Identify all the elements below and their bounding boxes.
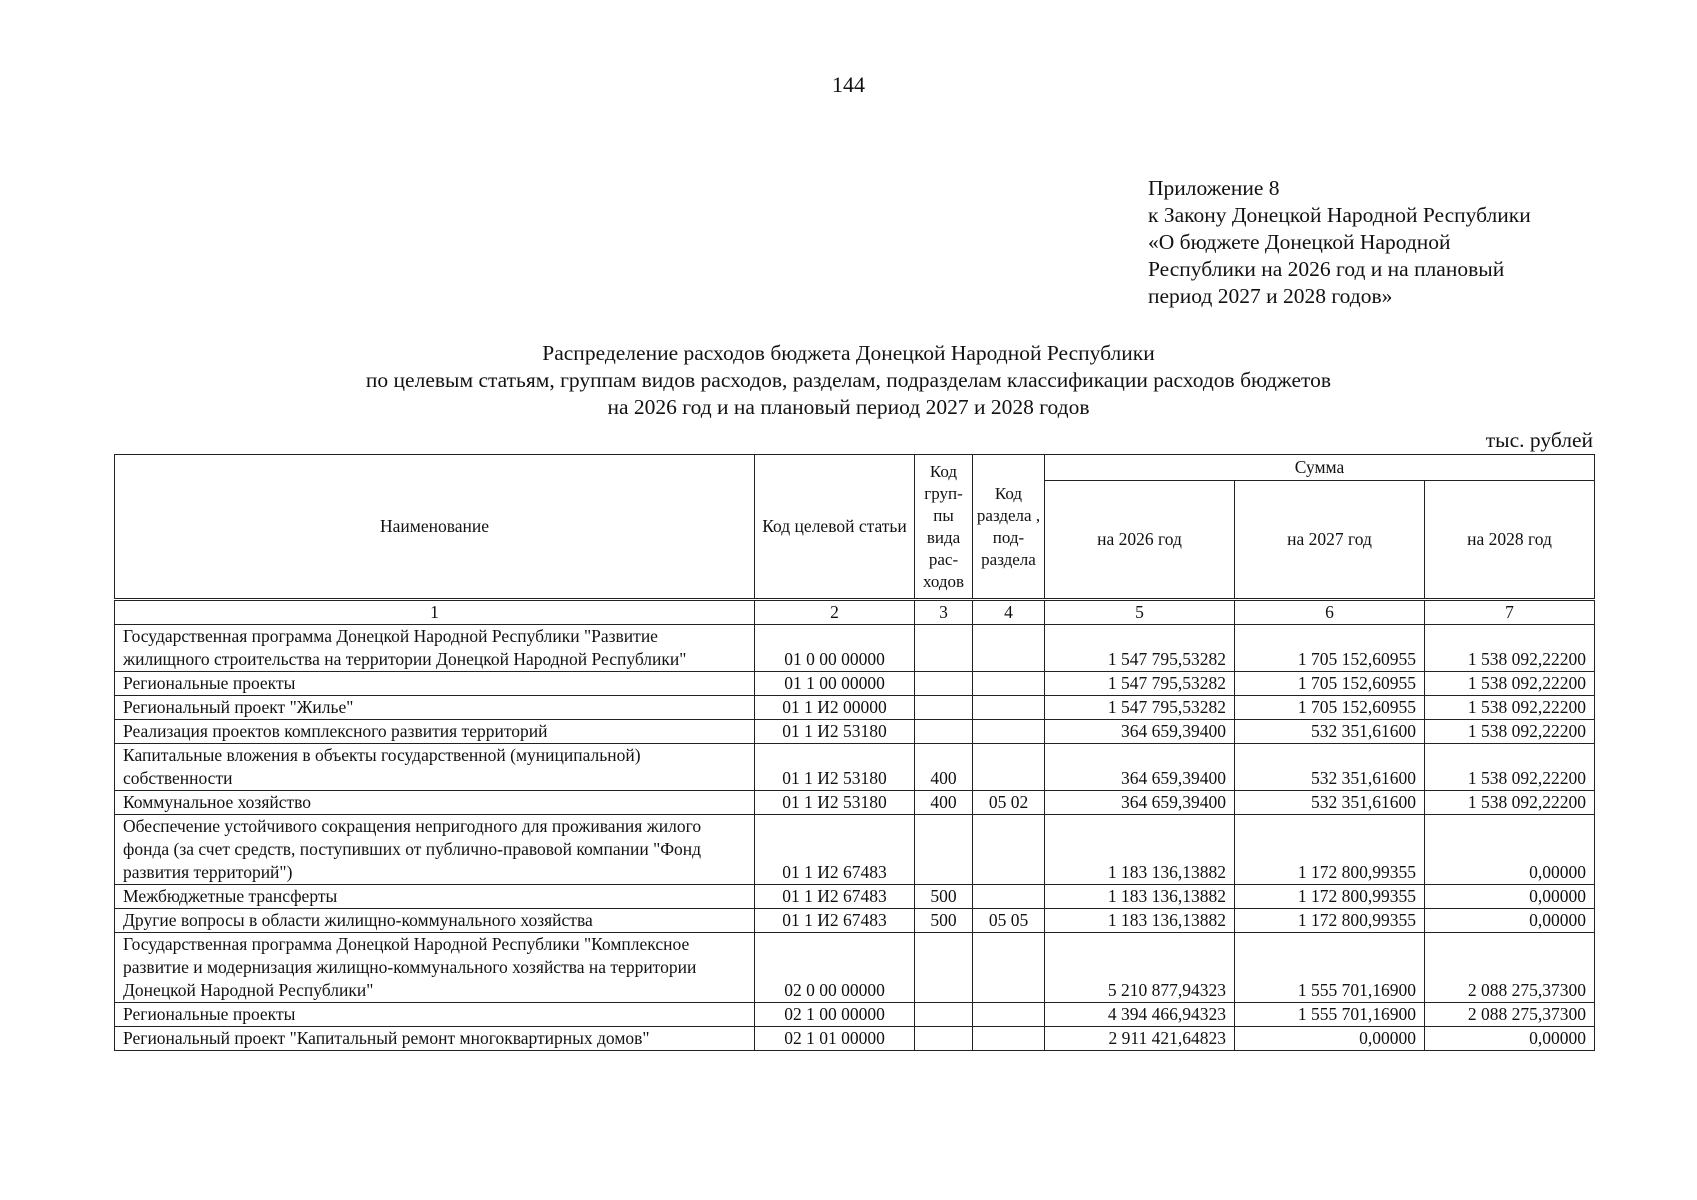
row-group-code: 400 — [915, 791, 973, 815]
title-line: по целевым статьям, группам видов расходов, разделам, подразделам классификации расходов бюджетов — [365, 368, 1332, 392]
row-sum-2028: 1 538 092,22200 — [1425, 672, 1595, 696]
row-section-code — [973, 625, 1045, 672]
row-group-code — [915, 672, 973, 696]
row-sum-2026: 1 547 795,53282 — [1045, 672, 1235, 696]
row-target-code: 02 1 01 00000 — [755, 1027, 915, 1051]
row-name: Другие вопросы в области жилищно-коммунального хозяйства — [115, 909, 755, 933]
row-name: Межбюджетные трансферты — [115, 885, 755, 909]
row-name: Государственная программа Донецкой Народной Республики "Развитие жилищного строительства на территории Донецкой Народной Республики" — [115, 625, 755, 672]
row-target-code: 01 1 00 00000 — [755, 672, 915, 696]
row-sum-2027: 1 705 152,60955 — [1235, 625, 1425, 672]
row-sum-2027: 1 555 701,16900 — [1235, 1003, 1425, 1027]
row-sum-2026: 2 911 421,64823 — [1045, 1027, 1235, 1051]
row-sum-2027: 532 351,61600 — [1235, 791, 1425, 815]
row-name: Коммунальное хозяйство — [115, 791, 755, 815]
row-group-code — [915, 1003, 973, 1027]
table-header — [115, 455, 1595, 600]
row-sum-2027: 1 172 800,99355 — [1235, 815, 1425, 885]
row-sum-2028: 2 088 275,37300 — [1425, 933, 1595, 1003]
row-target-code: 01 1 И2 67483 — [755, 885, 915, 909]
header-year-2026: на 2026 год — [1045, 481, 1235, 600]
row-section-code: 05 05 — [973, 909, 1045, 933]
column-number: 5 — [1045, 600, 1235, 625]
row-sum-2026: 364 659,39400 — [1045, 791, 1235, 815]
row-group-code — [915, 815, 973, 885]
header-group-code: Код груп-пы вида рас-ходов — [915, 455, 973, 600]
row-sum-2027: 0,00000 — [1235, 1027, 1425, 1051]
row-name: Обеспечение устойчивого сокращения непригодного для проживания жилого фонда (за счет средств, поступивших от публично-правовой компании "Фонд развития территорий") — [115, 815, 755, 885]
row-sum-2026: 1 183 136,13882 — [1045, 815, 1235, 885]
column-number: 2 — [755, 600, 915, 625]
table-row — [115, 1003, 1595, 1027]
document-title — [0, 340, 1697, 421]
appendix-reference — [1148, 175, 1531, 310]
row-group-code — [915, 720, 973, 744]
table-row — [115, 625, 1595, 672]
row-name: Реализация проектов комплексного развития территорий — [115, 720, 755, 744]
row-section-code — [973, 933, 1045, 1003]
row-sum-2027: 532 351,61600 — [1235, 720, 1425, 744]
row-sum-2026: 1 547 795,53282 — [1045, 696, 1235, 720]
header-name: Наименование — [115, 455, 755, 600]
header-year-2028: на 2028 год — [1425, 481, 1595, 600]
row-name: Региональный проект "Капитальный ремонт многоквартирных домов" — [115, 1027, 755, 1051]
row-sum-2027: 1 705 152,60955 — [1235, 672, 1425, 696]
column-number-row — [115, 600, 1595, 625]
row-sum-2028: 1 538 092,22200 — [1425, 791, 1595, 815]
row-sum-2027: 532 351,61600 — [1235, 744, 1425, 791]
row-sum-2028: 0,00000 — [1425, 909, 1595, 933]
row-sum-2028: 1 538 092,22200 — [1425, 696, 1595, 720]
title-line: на 2026 год и на плановый период 2027 и 2028 годов — [607, 395, 1090, 419]
row-sum-2026: 1 183 136,13882 — [1045, 909, 1235, 933]
row-group-code: 400 — [915, 744, 973, 791]
table-row — [115, 933, 1595, 1003]
appendix-line: к Закону Донецкой Народной Республики — [1148, 203, 1531, 227]
row-target-code: 01 1 И2 53180 — [755, 720, 915, 744]
row-name: Региональный проект "Жилье" — [115, 696, 755, 720]
row-group-code: 500 — [915, 885, 973, 909]
row-section-code — [973, 720, 1045, 744]
row-target-code: 01 1 И2 67483 — [755, 909, 915, 933]
row-sum-2028: 0,00000 — [1425, 1027, 1595, 1051]
row-sum-2027: 1 172 800,99355 — [1235, 909, 1425, 933]
row-sum-2027: 1 172 800,99355 — [1235, 885, 1425, 909]
row-section-code — [973, 672, 1045, 696]
row-sum-2028: 2 088 275,37300 — [1425, 1003, 1595, 1027]
row-sum-2028: 1 538 092,22200 — [1425, 744, 1595, 791]
row-name: Государственная программа Донецкой Народной Республики "Комплексное развитие и модернизация жилищно-коммунального хозяйства на территории Донецкой Народной Республики" — [115, 933, 755, 1003]
table-row — [115, 885, 1595, 909]
row-sum-2028: 1 538 092,22200 — [1425, 720, 1595, 744]
row-sum-2026: 364 659,39400 — [1045, 744, 1235, 791]
table-row — [115, 791, 1595, 815]
row-sum-2026: 5 210 877,94323 — [1045, 933, 1235, 1003]
row-target-code: 01 1 И2 67483 — [755, 815, 915, 885]
row-name: Региональные проекты — [115, 1003, 755, 1027]
column-number: 3 — [915, 600, 973, 625]
row-section-code — [973, 744, 1045, 791]
row-target-code: 02 1 00 00000 — [755, 1003, 915, 1027]
row-group-code — [915, 696, 973, 720]
title-line: Распределение расходов бюджета Донецкой Народной Республики — [542, 341, 1155, 365]
row-group-code: 500 — [915, 909, 973, 933]
row-sum-2027: 1 555 701,16900 — [1235, 933, 1425, 1003]
row-sum-2028: 1 538 092,22200 — [1425, 625, 1595, 672]
table-row — [115, 720, 1595, 744]
table-row — [115, 909, 1595, 933]
budget-table — [114, 454, 1595, 1051]
appendix-line: период 2027 и 2028 годов» — [1148, 284, 1393, 308]
row-section-code — [973, 1027, 1045, 1051]
row-target-code: 01 0 00 00000 — [755, 625, 915, 672]
row-section-code — [973, 1003, 1045, 1027]
page-number: 144 — [832, 72, 865, 97]
units-label: тыс. рублей — [1485, 428, 1593, 452]
row-sum-2026: 1 547 795,53282 — [1045, 625, 1235, 672]
table-row — [115, 672, 1595, 696]
table-row — [115, 1027, 1595, 1051]
table-row — [115, 744, 1595, 791]
row-target-code: 01 1 И2 53180 — [755, 791, 915, 815]
row-section-code — [973, 815, 1045, 885]
row-name: Региональные проекты — [115, 672, 755, 696]
column-number: 4 — [973, 600, 1045, 625]
column-number: 1 — [115, 600, 755, 625]
header-target-code: Код целевой статьи — [755, 455, 915, 600]
header-section-code: Код раздела , под-раздела — [973, 455, 1045, 600]
row-sum-2026: 364 659,39400 — [1045, 720, 1235, 744]
table-row — [115, 815, 1595, 885]
row-section-code — [973, 885, 1045, 909]
header-year-2027: на 2027 год — [1235, 481, 1425, 600]
row-sum-2026: 4 394 466,94323 — [1045, 1003, 1235, 1027]
row-name: Капитальные вложения в объекты государственной (муниципальной) собственности — [115, 744, 755, 791]
appendix-line: Республики на 2026 год и на плановый — [1148, 257, 1505, 281]
column-number: 7 — [1425, 600, 1595, 625]
row-target-code: 02 0 00 00000 — [755, 933, 915, 1003]
row-sum-2028: 0,00000 — [1425, 815, 1595, 885]
header-sum: Сумма — [1045, 455, 1595, 481]
row-sum-2028: 0,00000 — [1425, 885, 1595, 909]
table-row — [115, 696, 1595, 720]
row-section-code — [973, 696, 1045, 720]
column-number: 6 — [1235, 600, 1425, 625]
row-target-code: 01 1 И2 00000 — [755, 696, 915, 720]
row-group-code — [915, 625, 973, 672]
row-section-code: 05 02 — [973, 791, 1045, 815]
appendix-line: «О бюджете Донецкой Народной — [1148, 230, 1451, 254]
row-sum-2026: 1 183 136,13882 — [1045, 885, 1235, 909]
row-target-code: 01 1 И2 53180 — [755, 744, 915, 791]
row-group-code — [915, 1027, 973, 1051]
appendix-line: Приложение 8 — [1148, 176, 1280, 200]
row-sum-2027: 1 705 152,60955 — [1235, 696, 1425, 720]
row-group-code — [915, 933, 973, 1003]
